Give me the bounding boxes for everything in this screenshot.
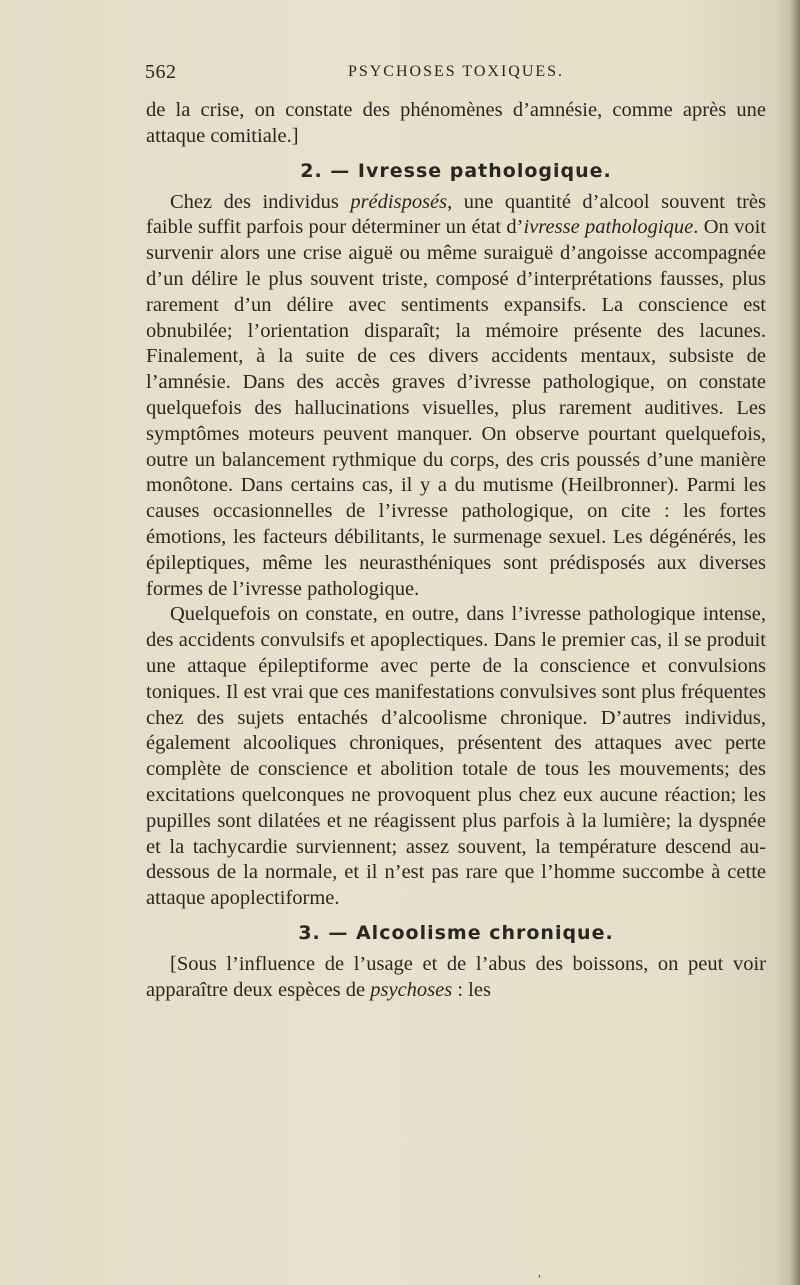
text-run: : les (452, 978, 491, 1001)
paragraph-ivresse-1 (146, 190, 766, 603)
text-run: , une quantité d’alcool souvent très faible suffit parfois pour déterminer un état d’ (146, 190, 766, 239)
ink-speck: , (538, 1265, 541, 1279)
text-run: . On voit survenir alors une crise aiguë ou même suraiguë d’angoisse accompagnée d’un délire le plus souvent triste, composé d’interprétations fausses, plus rarement d’un délire avec sentiments expansifs. La conscience est obnubilée; l’orientation disparaît; la mémoire présente des lacunes. Finalement, à la suite de ces divers accidents mentaux, subsiste de l’amnésie. Dans des accès graves d’ivresse pathologique, on constate quelquefois des hallucinations visuelles, plus rarement auditives. Les symptômes moteurs peuvent manquer. On observe pourtant quelquefois, outre un balancement rythmique du corps, des cris poussés d’une manière monôtone. Dans certains cas, il y a du mutisme (Heilbronner). Parmi les causes occasionnelles de l’ivresse pathologique, on cite : les fortes émotions, les facteurs débilitants, le surmenage sexuel. Les dégénérés, les épileptiques, même les neurasthéniques sont prédisposés aux diverses formes de l’ivresse pathologique. (146, 216, 766, 600)
page-header (145, 61, 767, 87)
emphasis-predisposes: prédisposés (350, 190, 448, 213)
section-heading-ivresse: 2. — Ivresse pathologique. (300, 159, 612, 182)
page-edge-shadow (790, 0, 800, 1285)
section-heading-alcoolisme: 3. — Alcoolisme chronique. (298, 921, 614, 944)
text-run: [Sous l’influence de l’usage et de l’abus des boissons, on peut voir apparaître deux espèces de (146, 952, 766, 1001)
emphasis-psychoses: psychoses (370, 978, 453, 1001)
running-title: PSYCHOSES TOXIQUES. (347, 63, 565, 80)
page-number: 562 (145, 61, 177, 83)
intro-paragraph: de la crise, on constate des phénomènes d’amnésie, comme après une attaque comitiale.] (146, 99, 766, 147)
emphasis-ivresse-pathologique: ivresse pathologique (523, 216, 694, 239)
paragraph-alcoolisme-1 (146, 952, 766, 1004)
text-run: Chez des individus (170, 190, 351, 213)
page-body (146, 98, 766, 1004)
paragraph-ivresse-2: Quelquefois on constate, en outre, dans l’ivresse pathologique intense, des accidents convulsifs et apoplectiques. Dans le premier cas, il se produit une attaque épileptiforme avec perte de la conscience et convulsions toniques. Il est vrai que ces manifestations convulsives sont plus fréquentes chez des sujets entachés d’alcoolisme chronique. D’autres individus, également alcooliques chroniques, présentent des attaques avec perte complète de conscience et abolition totale de tous les mouvements; des excitations quelconques ne provoquent plus chez eux aucune réaction; les pupilles sont dilatées et ne réagissent plus parfois à la lumière; la dyspnée et la tachycardie surviennent; assez souvent, la température descend au-dessous de la normale, et il n’est pas rare que l’homme succombe à cette attaque apoplectiforme. (146, 603, 766, 910)
